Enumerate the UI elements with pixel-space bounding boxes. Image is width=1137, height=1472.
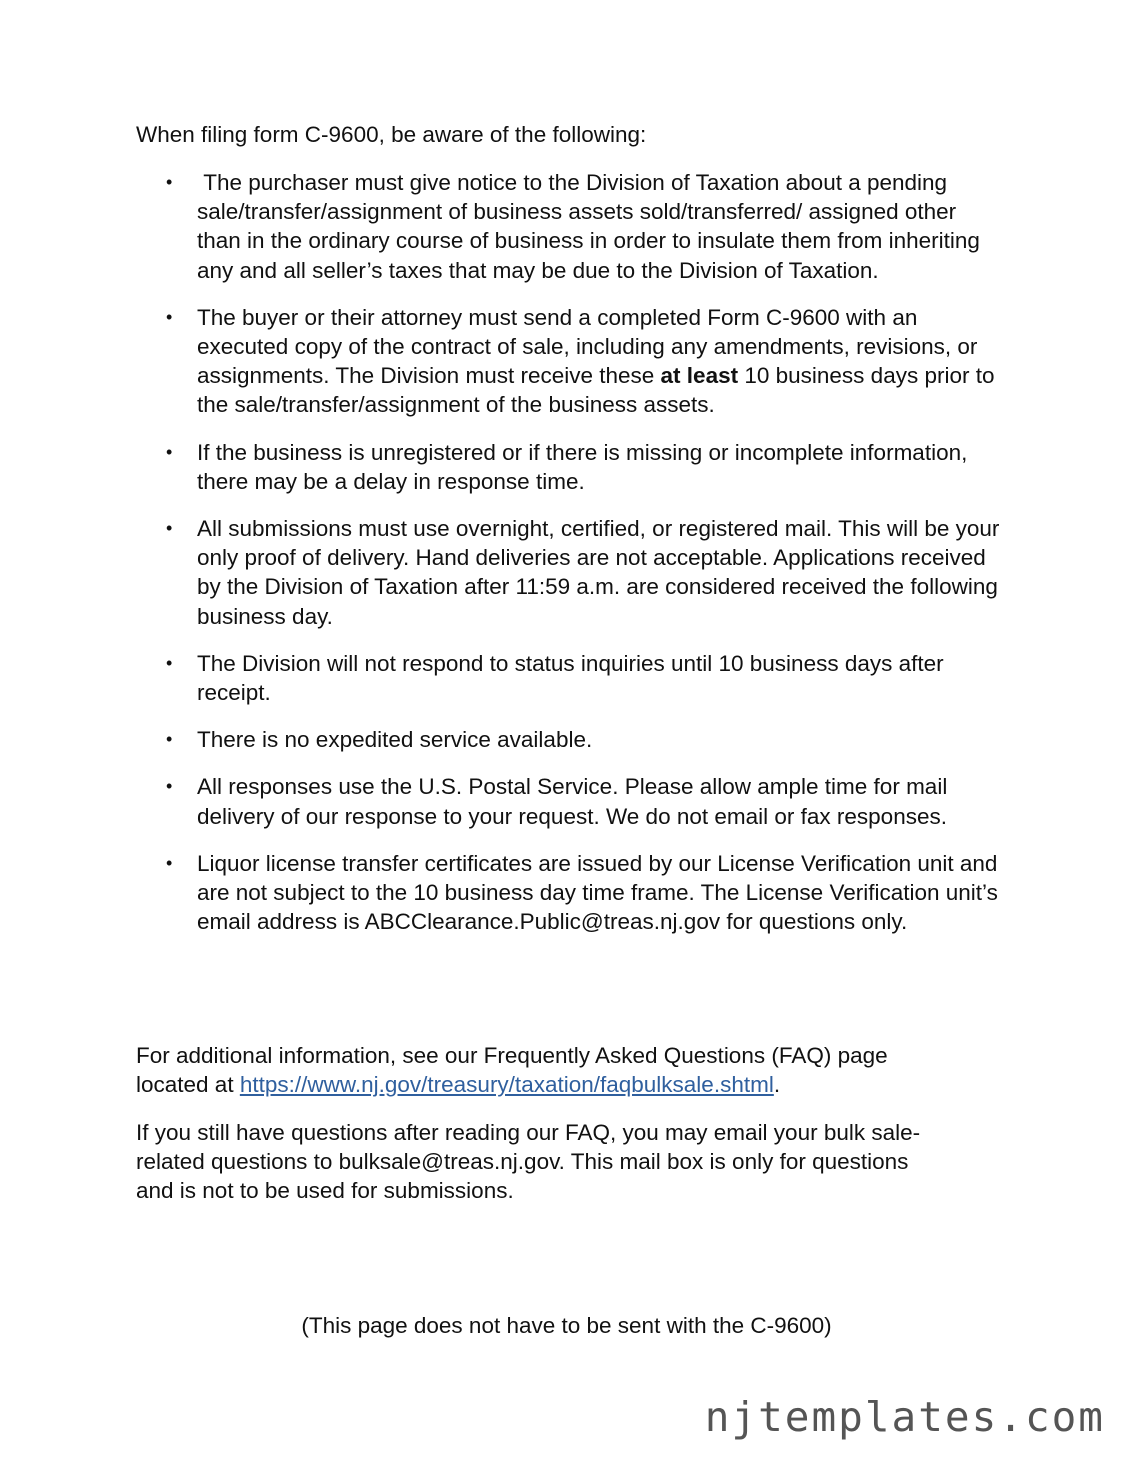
faq-link[interactable]: https://www.nj.gov/treasury/taxation/faqbulksale.shtml [239, 1072, 774, 1097]
list-item [136, 725, 1006, 754]
list-item [136, 303, 1006, 420]
intro-text: When filing form C-9600, be aware of the following: [136, 122, 647, 147]
list-item-text: All responses use the U.S. Postal Service. Please allow ample time for mail delivery of our response to your request. We do not email or fax responses. [197, 774, 948, 829]
bullet-icon: • [166, 172, 173, 192]
footer-note: (This page does not have to be sent with the C-9600) [301, 1313, 832, 1338]
bullet-icon: • [166, 441, 173, 462]
list-item [136, 168, 1006, 285]
list-item [136, 438, 1006, 496]
list-item-text: Liquor license transfer certificates are issued by our License Verification unit and are not subject to the 10 business day time frame. The License Verification unit’s email address is ABCClearance.Public@treas.nj.gov for questions only. [197, 850, 998, 935]
emphasis-text: at least [660, 363, 739, 389]
list-item [136, 849, 1006, 937]
list-item-text: All submissions must use overnight, certified, or registered mail. This will be your only proof of delivery. Hand deliveries are not acceptable. Applications received by the Division of Taxation after 11:59 a.m. are considered received the following business day. [197, 516, 1000, 629]
list-item-text [197, 303, 1006, 420]
questions-paragraph: If you still have questions after reading our FAQ, you may email your bulk sale-related questions to bulksale@treas.nj.gov. This mail box is only for questions and is not to be used for submissions. [136, 1120, 921, 1203]
list-item-text-part: 10 business days prior to the sale/transfer/assignment of the business assets. [197, 363, 995, 418]
bullet-icon: • [166, 729, 173, 750]
additional-info-text: For additional information, see our Frequently Asked Questions (FAQ) page located at [136, 1043, 888, 1097]
list-item-text-part: The buyer or their attorney must send a completed Form C-9600 with an executed copy of the contract of sale, including any amendments, revisions, or assignments. The Division must receive these [197, 304, 978, 389]
bullet-icon: • [166, 306, 173, 327]
watermark: njtemplates.com [704, 1393, 1105, 1441]
list-item [136, 772, 1006, 830]
list-item-text: The Division will not respond to status inquiries until 10 business days after receipt. [197, 650, 944, 706]
list-item [136, 514, 1006, 631]
additional-info-end: . [773, 1072, 781, 1097]
bullet-icon: • [166, 518, 173, 539]
bullet-icon: • [166, 852, 173, 873]
bullet-icon: • [166, 652, 173, 673]
additional-info-paragraph [136, 1041, 966, 1099]
requirements-list [136, 168, 1006, 954]
list-item-text: The purchaser must give notice to the Division of Taxation about a pending sale/transfer/assignment of business assets sold/transferred/ assigned other than in the ordinary course of business in order to insulate them from inheriting any and all seller’s taxes that may be due to the Division of Taxation. [197, 170, 987, 283]
list-item [136, 649, 1006, 707]
list-item-text: There is no expedited service available. [197, 727, 593, 753]
bullet-icon: • [166, 776, 173, 797]
list-item-text: If the business is unregistered or if there is missing or incomplete information, there may be a delay in response time. [197, 439, 968, 494]
